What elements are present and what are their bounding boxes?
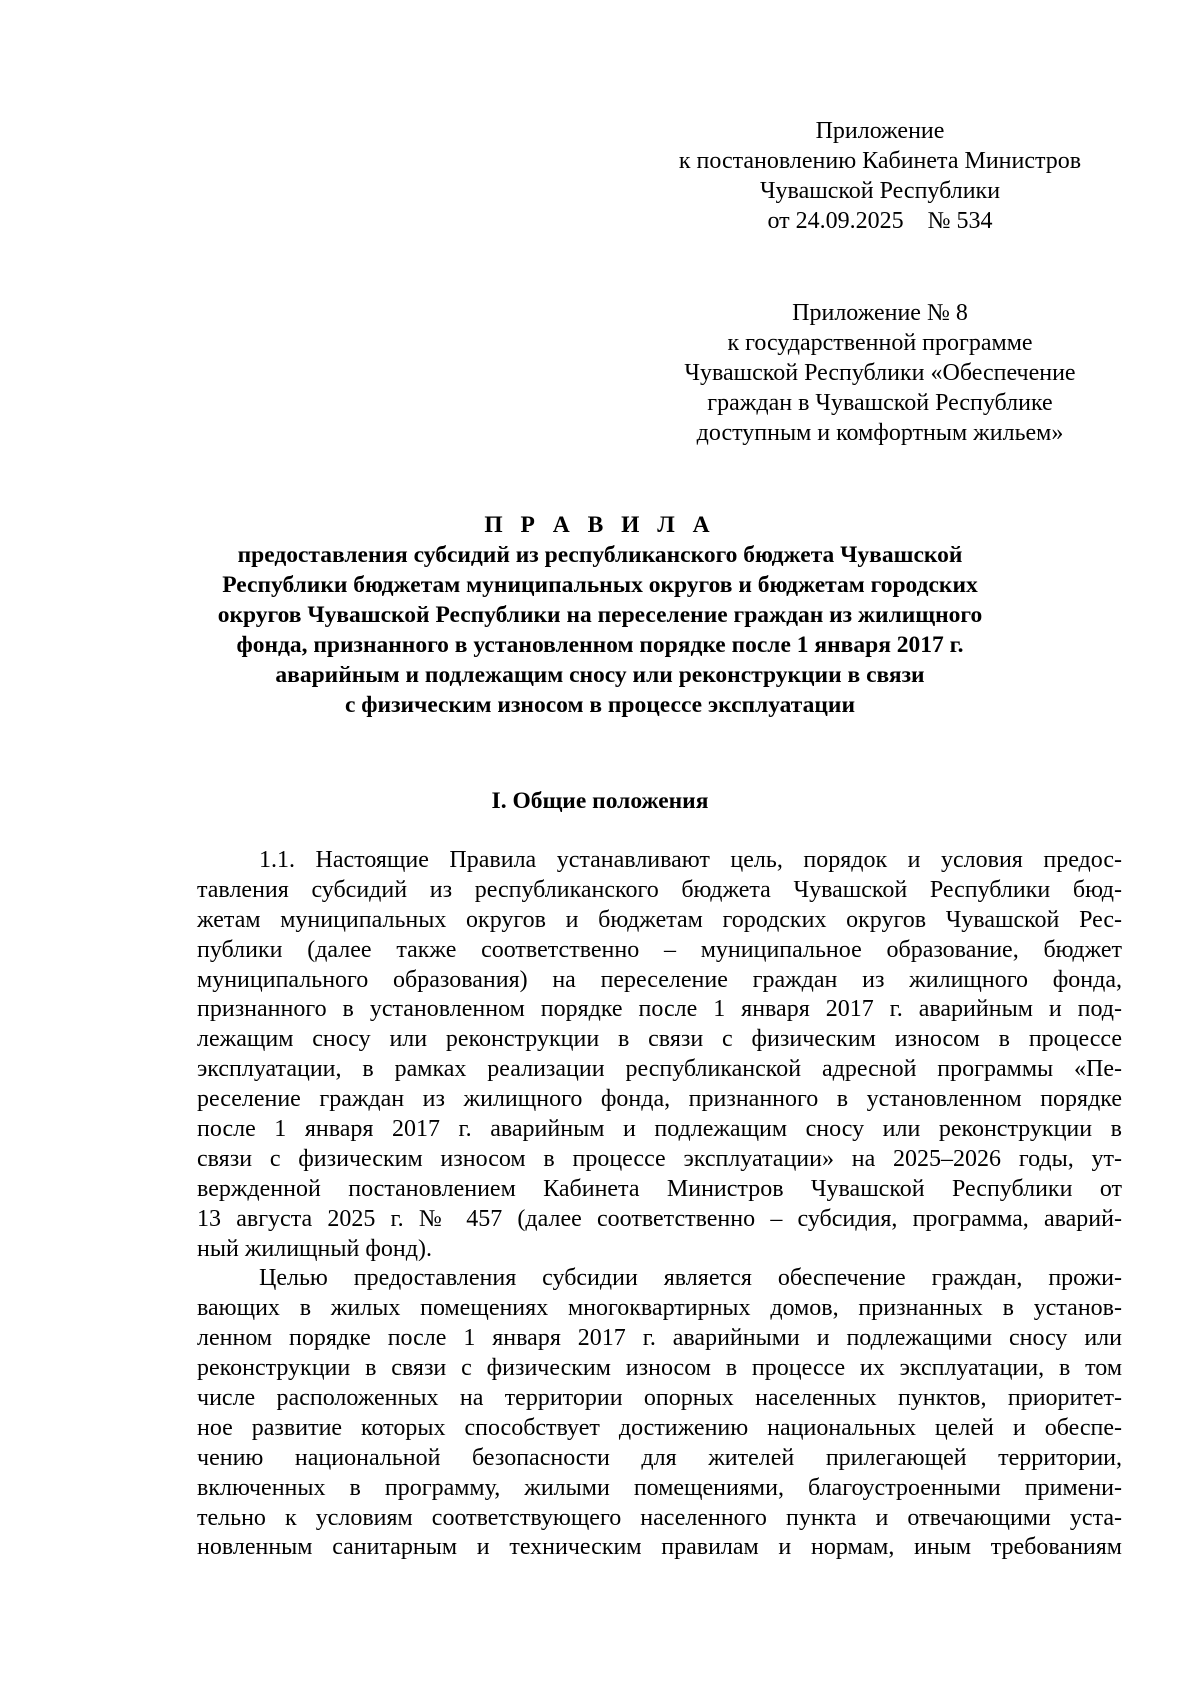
paragraph-line: признанного в установленном порядке после 1 января 2017 г. аварийным и под- [197, 996, 1122, 1023]
paragraph-line: ное развитие которых способствует достижению национальных целей и обеспе- [197, 1414, 1122, 1441]
annex-program-line: к государственной программе [727, 330, 1033, 356]
document-title [130, 510, 1070, 720]
annex-program-line: граждан в Чувашской Республике [707, 390, 1053, 416]
title-line: Республики бюджетам муниципальных округов и бюджетам городских [222, 572, 978, 598]
annex-program-header [640, 298, 1120, 448]
paragraph-line: реконструкции в связи с физическим износом в процессе их эксплуатации, в том [197, 1355, 1122, 1382]
paragraph-line: публики (далее также соответственно – муниципальное образование, бюджет [197, 936, 1122, 963]
paragraph-line: вержденной постановлением Кабинета Министров Чувашской Республики от [197, 1175, 1122, 1202]
paragraph-line: муниципального образования) на переселение граждан из жилищного фонда, [197, 966, 1122, 993]
paragraph-line: чению национальной безопасности для жителей прилегающей территории, [197, 1444, 1122, 1471]
paragraph-line: связи с физическим износом в процессе эксплуатации» на 2025–2026 годы, ут- [197, 1145, 1122, 1172]
paragraph-line: новленным санитарным и техническим правилам и нормам, иным требованиям [197, 1534, 1122, 1561]
paragraph-line: включенных в программу, жилыми помещениями, благоустроенными примени- [197, 1474, 1122, 1501]
paragraph-line: 13 августа 2025 г. № 457 (далее соответственно – субсидия, программа, аварий- [197, 1205, 1122, 1232]
annex-program-line: Чувашской Республики «Обеспечение [684, 360, 1076, 386]
paragraph-line: тельно к условиям соответствующего населенного пункта и отвечающими уста- [197, 1504, 1122, 1531]
paragraph-line: 1.1. Настоящие Правила устанавливают цель, порядок и условия предос- [259, 847, 1122, 873]
title-line: округов Чувашской Республики на переселение граждан из жилищного [217, 602, 983, 628]
title-word: П Р А В И Л А [484, 512, 716, 538]
annex-main-line: к постановлению Кабинета Министров [678, 148, 1082, 174]
paragraph-line: вающих в жилых помещениях многоквартирных домов, признанных в установ- [197, 1295, 1122, 1322]
annex-main-line: Чувашской Республики [759, 178, 1001, 204]
title-line: с физическим износом в процессе эксплуатации [344, 692, 856, 718]
paragraph-2 [197, 1264, 1122, 1563]
paragraph-line: лежащим сносу или реконструкции в связи с физическим износом в процессе [197, 1026, 1122, 1053]
paragraph-line: тавления субсидий из республиканского бюджета Чувашской Республики бюд- [197, 876, 1122, 903]
annex-program-line: доступным и комфортным жильем» [696, 420, 1064, 446]
annex-main-date-number: от 24.09.2025 № 534 [767, 208, 993, 234]
body-text [197, 846, 1122, 1563]
title-line: аварийным и подлежащим сносу или реконструкции в связи [275, 662, 925, 688]
section-heading: I. Общие положения [491, 788, 709, 814]
paragraph-line: числе расположенных на территории опорных населенных пунктов, приоритет- [197, 1385, 1122, 1412]
paragraph-line: ный жилищный фонд). [197, 1235, 432, 1262]
paragraph-line: ленном порядке после 1 января 2017 г. аварийными и подлежащими сносу или [197, 1325, 1122, 1352]
paragraph-line: после 1 января 2017 г. аварийным и подлежащим сносу или реконструкции в [197, 1116, 1122, 1143]
paragraph-line: жетам муниципальных округов и бюджетам городских округов Чувашской Рес- [197, 906, 1122, 933]
annex-main-header [640, 116, 1120, 236]
title-line: предоставления субсидий из республиканского бюджета Чувашской [237, 542, 963, 568]
paragraph-1 [197, 846, 1122, 1264]
paragraph-line: Целью предоставления субсидии является обеспечение граждан, прожи- [259, 1265, 1122, 1292]
paragraph-line: эксплуатации, в рамках реализации республиканской адресной программы «Пе- [197, 1056, 1122, 1083]
paragraph-line: реселение граждан из жилищного фонда, признанного в установленном порядке [197, 1086, 1122, 1113]
annex-program-line: Приложение № 8 [792, 300, 968, 326]
title-line: фонда, признанного в установленном порядке после 1 января 2017 г. [236, 632, 964, 658]
annex-main-line: Приложение [815, 118, 945, 144]
